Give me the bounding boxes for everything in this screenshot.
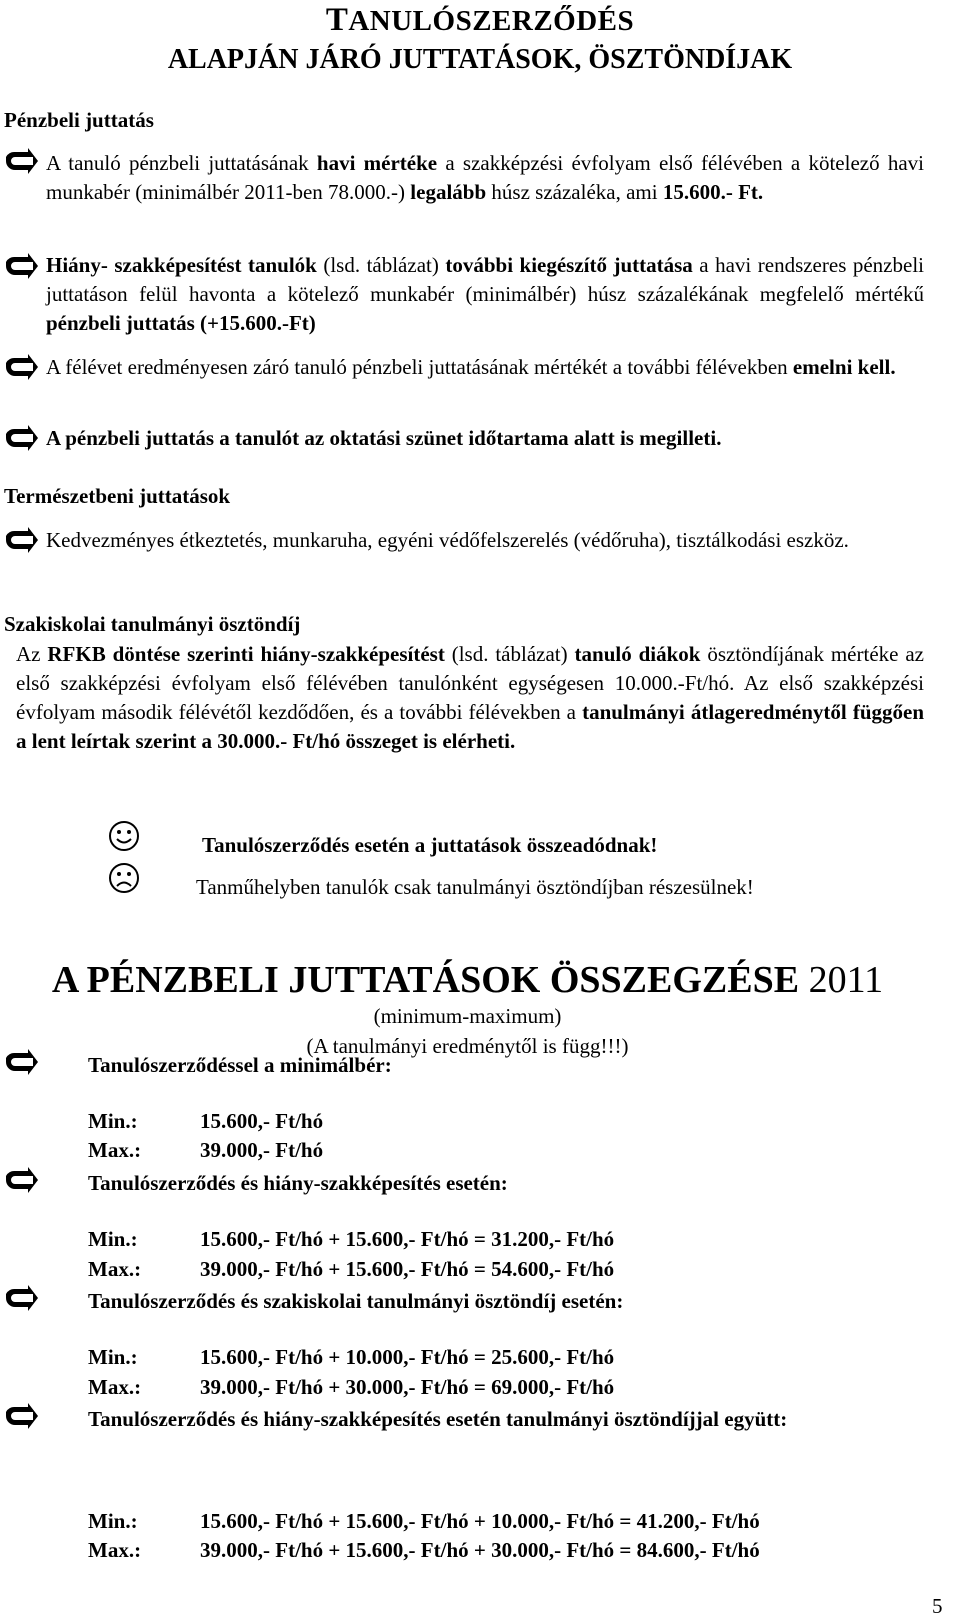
section-heading-osztondij: Szakiskolai tanulmányi ösztöndíj bbox=[4, 612, 301, 636]
case-4-min-label: Min.: bbox=[88, 1509, 138, 1533]
arrow-right-icon bbox=[4, 148, 38, 174]
case-1-min-value: 15.600,- Ft/hó bbox=[200, 1109, 324, 1133]
arrow-right-icon bbox=[4, 1049, 38, 1075]
penzbeli-item-4: A pénzbeli juttatás a tanulót az oktatási szünet időtartama alatt is megilleti. bbox=[46, 426, 722, 450]
title-rest: ANULÓSZERZŐDÉS bbox=[348, 5, 635, 37]
page-number: 5 bbox=[932, 1594, 943, 1618]
case-2-min-value: 15.600,- Ft/hó + 15.600,- Ft/hó = 31.200,- Ft/hó bbox=[200, 1227, 615, 1251]
case-1-max-value: 39.000,- Ft/hó bbox=[200, 1138, 324, 1162]
summary-subtitle-1: (minimum-maximum) bbox=[373, 1004, 562, 1028]
summary-title: A PÉNZBELI JUTTATÁSOK ÖSSZEGZÉSE 2011 bbox=[51, 959, 884, 1001]
title-initial: T bbox=[325, 2, 349, 38]
penzbeli-item-3: A félévet eredményesen záró tanuló pénzbeli juttatásának mértékét a további félévekben emelni kell. bbox=[46, 355, 896, 379]
document-subtitle: ALAPJÁN JÁRÓ JUTTATÁSOK, ÖSZTÖNDÍJAK bbox=[167, 44, 793, 75]
case-3-min-label: Min.: bbox=[88, 1345, 138, 1369]
arrow-right-icon bbox=[4, 1403, 38, 1429]
arrow-right-icon bbox=[4, 354, 38, 380]
note-happy: Tanulószerződés esetén a juttatások összeadódnak! bbox=[202, 833, 658, 857]
case-2-max-label: Max.: bbox=[88, 1257, 142, 1281]
case-2-min-label: Min.: bbox=[88, 1227, 138, 1251]
case-1-min-label: Min.: bbox=[88, 1109, 138, 1133]
osztondij-paragraph: Az RFKB döntése szerinti hiány-szakképesítést (lsd. táblázat) tanuló diákok ösztöndíjának mértéke az első szakképzési évfolyam első félévében tanulónként egységesen 10.000.-Ft/hó. Az első szakképzési évfolyam második félévétől kezdődően, és a további félévekben a tanulmányi átlageredménytől függően a lent leírtak szerint a 30.000.- Ft/hó összeget is elérheti. bbox=[16, 642, 925, 753]
case-2-heading: Tanulószerződés és hiány-szakképesítés esetén: bbox=[88, 1171, 508, 1195]
case-4-min-value: 15.600,- Ft/hó + 15.600,- Ft/hó + 10.000,- Ft/hó = 41.200,- Ft/hó bbox=[200, 1509, 760, 1533]
smiley-happy-icon bbox=[108, 820, 140, 852]
arrow-right-icon bbox=[4, 253, 38, 279]
section-heading-termeszetbeni: Természetbeni juttatások bbox=[4, 484, 231, 508]
case-3-max-label: Max.: bbox=[88, 1375, 142, 1399]
case-1-heading: Tanulószerződéssel a minimálbér: bbox=[88, 1053, 392, 1077]
case-4-max-label: Max.: bbox=[88, 1538, 142, 1562]
penzbeli-item-1: A tanuló pénzbeli juttatásának havi mértéke a szakképzési évfolyam első félévében a kötelező havi munkabér (minimálbér 2011-ben 78.000.-) legalább húsz százaléka, ami 15.600.- Ft. bbox=[46, 151, 924, 204]
case-3-heading: Tanulószerződés és szakiskolai tanulmányi ösztöndíj esetén: bbox=[88, 1289, 624, 1313]
case-4-max-value: 39.000,- Ft/hó + 15.600,- Ft/hó + 30.000,- Ft/hó = 84.600,- Ft/hó bbox=[200, 1538, 760, 1562]
termeszetbeni-item-1: Kedvezményes étkeztetés, munkaruha, egyéni védőfelszerelés (védőruha), tisztálkodási eszköz. bbox=[46, 528, 849, 552]
summary-subtitle-2: (A tanulmányi eredménytől is függ!!!) bbox=[306, 1034, 629, 1058]
arrow-right-icon bbox=[4, 527, 38, 553]
section-heading-penzbeli: Pénzbeli juttatás bbox=[4, 108, 154, 132]
case-3-min-value: 15.600,- Ft/hó + 10.000,- Ft/hó = 25.600,- Ft/hó bbox=[200, 1345, 615, 1369]
case-1-max-label: Max.: bbox=[88, 1138, 142, 1162]
smiley-sad-icon bbox=[108, 862, 140, 894]
arrow-right-icon bbox=[4, 1167, 38, 1193]
case-4-heading: Tanulószerződés és hiány-szakképesítés esetén tanulmányi ösztöndíjjal együtt: bbox=[88, 1407, 788, 1431]
penzbeli-item-2: Hiány- szakképesítést tanulók (lsd. táblázat) további kiegészítő juttatása a havi rendszeres pénzbeli juttatáson felül havonta a kötelező munkabér (minimálbér) húsz százalékának megfelelő mértékű pénzbeli juttatás (+15.600.-Ft) bbox=[46, 253, 924, 335]
arrow-right-icon bbox=[4, 1285, 38, 1311]
case-3-max-value: 39.000,- Ft/hó + 30.000,- Ft/hó = 69.000,- Ft/hó bbox=[200, 1375, 615, 1399]
case-2-max-value: 39.000,- Ft/hó + 15.600,- Ft/hó = 54.600,- Ft/hó bbox=[200, 1257, 615, 1281]
document-title bbox=[0, 2, 960, 39]
arrow-right-icon bbox=[4, 425, 38, 451]
note-sad: Tanműhelyben tanulók csak tanulmányi ösztöndíjban részesülnek! bbox=[196, 875, 754, 899]
